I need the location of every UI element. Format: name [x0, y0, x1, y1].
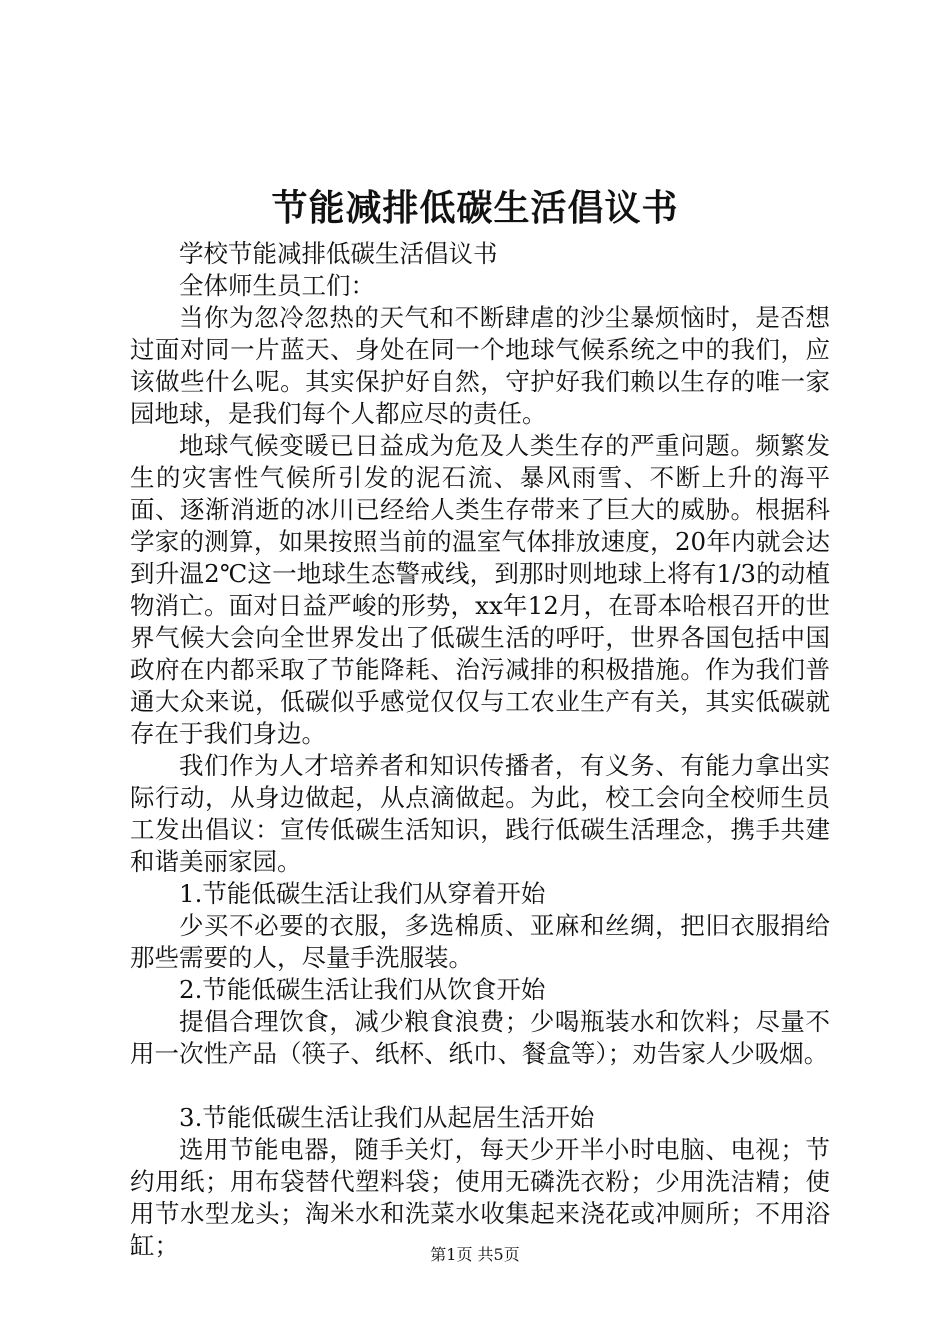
page-number: 第1页 共5页 — [430, 1245, 520, 1264]
document-title: 节能减排低碳生活倡议书 — [271, 187, 679, 229]
paragraph-intro: 当你为忽冷忽热的天气和不断肆虐的沙尘暴烦恼时，是否想过面对同一片蓝天、身处在同一个地球气候系统之中的我们，应该做些什么呢。其实保护好自然，守护好我们赖以生存的唯一家园地球，是我们每个人都应尽的责任。 — [130, 303, 830, 428]
paragraph-initiative: 我们作为人才培养者和知识传播者，有义务、有能力拿出实际行动，从身边做起，从点滴做起。为此，校工会向全校师生员工发出倡议：宣传低碳生活知识，践行低碳生活理念，携手共建和谐美丽家园。 — [130, 751, 830, 876]
paragraph-climate: 地球气候变暖已日益成为危及人类生存的严重问题。频繁发生的灾害性气候所引发的泥石流、暴风雨雪、不断上升的海平面、逐渐消逝的冰川已经给人类生存带来了巨大的威胁。根据科学家的测算，如果按照当前的温室气体排放速度，20年内就会达到升温2℃这一地球生态警戒线，到那时则地球上将有1/3的动植物消亡。面对日益严峻的形势，xx年12月，在哥本哈根召开的世界气候大会向全世界发出了低碳生活的呼吁，世界各国包括中国政府在内都采取了节能降耗、治污减排的积极措施。作为我们普通大众来说，低碳似乎感觉仅仅与工农业生产有关，其实低碳就存在于我们身边。 — [130, 431, 830, 748]
heading-diet: 2.节能低碳生活让我们从饮食开始 — [179, 975, 546, 1004]
paragraph-subtitle: 学校节能减排低碳生活倡议书 — [179, 239, 498, 268]
heading-living: 3.节能低碳生活让我们从起居生活开始 — [179, 1103, 595, 1132]
paragraph-salutation: 全体师生员工们： — [179, 271, 375, 300]
heading-clothing: 1.节能低碳生活让我们从穿着开始 — [179, 879, 546, 908]
paragraph-living: 选用节能电器，随手关灯，每天少开半小时电脑、电视；节约用纸；用布袋替代塑料袋；使用无磷洗衣粉；少用洗洁精；使用节水型龙头；淘米水和洗菜水收集起来浇花或冲厕所；不用浴缸； — [130, 1135, 830, 1260]
document-body — [130, 238, 830, 1262]
paragraph-clothing: 少买不必要的衣服，多选棉质、亚麻和丝绸，把旧衣服捐给那些需要的人，尽量手洗服装。 — [130, 911, 830, 972]
paragraph-diet: 提倡合理饮食，减少粮食浪费；少喝瓶装水和饮料；尽量不用一次性产品（筷子、纸杯、纸巾、餐盒等）；劝告家人少吸烟。 — [130, 1007, 830, 1068]
